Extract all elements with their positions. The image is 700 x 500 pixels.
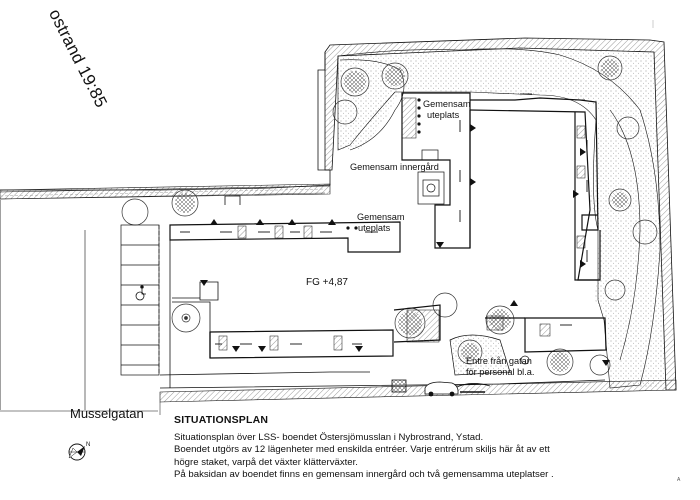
entre-label-line1: Entre från gatan — [466, 356, 532, 366]
description-line: högre staket, varpå det växter klätterväxter. — [174, 456, 358, 468]
innergard-structure — [418, 150, 444, 204]
floor-level-label: FG +4,87 — [306, 277, 348, 288]
street-label-bottom: Musselgatan — [70, 406, 144, 421]
uteplats-top-label-line2: uteplats — [427, 110, 460, 120]
accessibility-icon — [136, 286, 146, 300]
uteplats-top-label-line1: Gemensam — [423, 99, 471, 109]
sheet-mark: A — [677, 477, 681, 483]
description-line: På baksidan av boendet finns en gemensam innergård och två gemensamma uteplatser . — [174, 468, 554, 480]
street-label-top: ostrand 19:85 — [45, 6, 111, 111]
plan-description — [174, 432, 674, 481]
uteplats-mid-label-line1: Gemensam — [357, 212, 405, 222]
description-line: Situationsplan över LSS- boendet Östersjömusslan i Nybrostrand, Ystad. — [174, 432, 484, 443]
entre-label-line2: för personal bl.a. — [466, 367, 535, 377]
description-line: Boendet utgörs av 12 lägenheter med enskilda entréer. Varje entrérum skiljs här åt av ett — [174, 444, 550, 456]
north-label: N — [86, 442, 91, 448]
north-arrow-icon — [69, 444, 85, 460]
innergard-label: Gemensam innergård — [350, 162, 439, 172]
car-icon — [425, 382, 458, 396]
plan-title: SITUATIONSPLAN — [174, 414, 269, 426]
uteplats-mid-label-line2: uteplats — [358, 223, 391, 233]
